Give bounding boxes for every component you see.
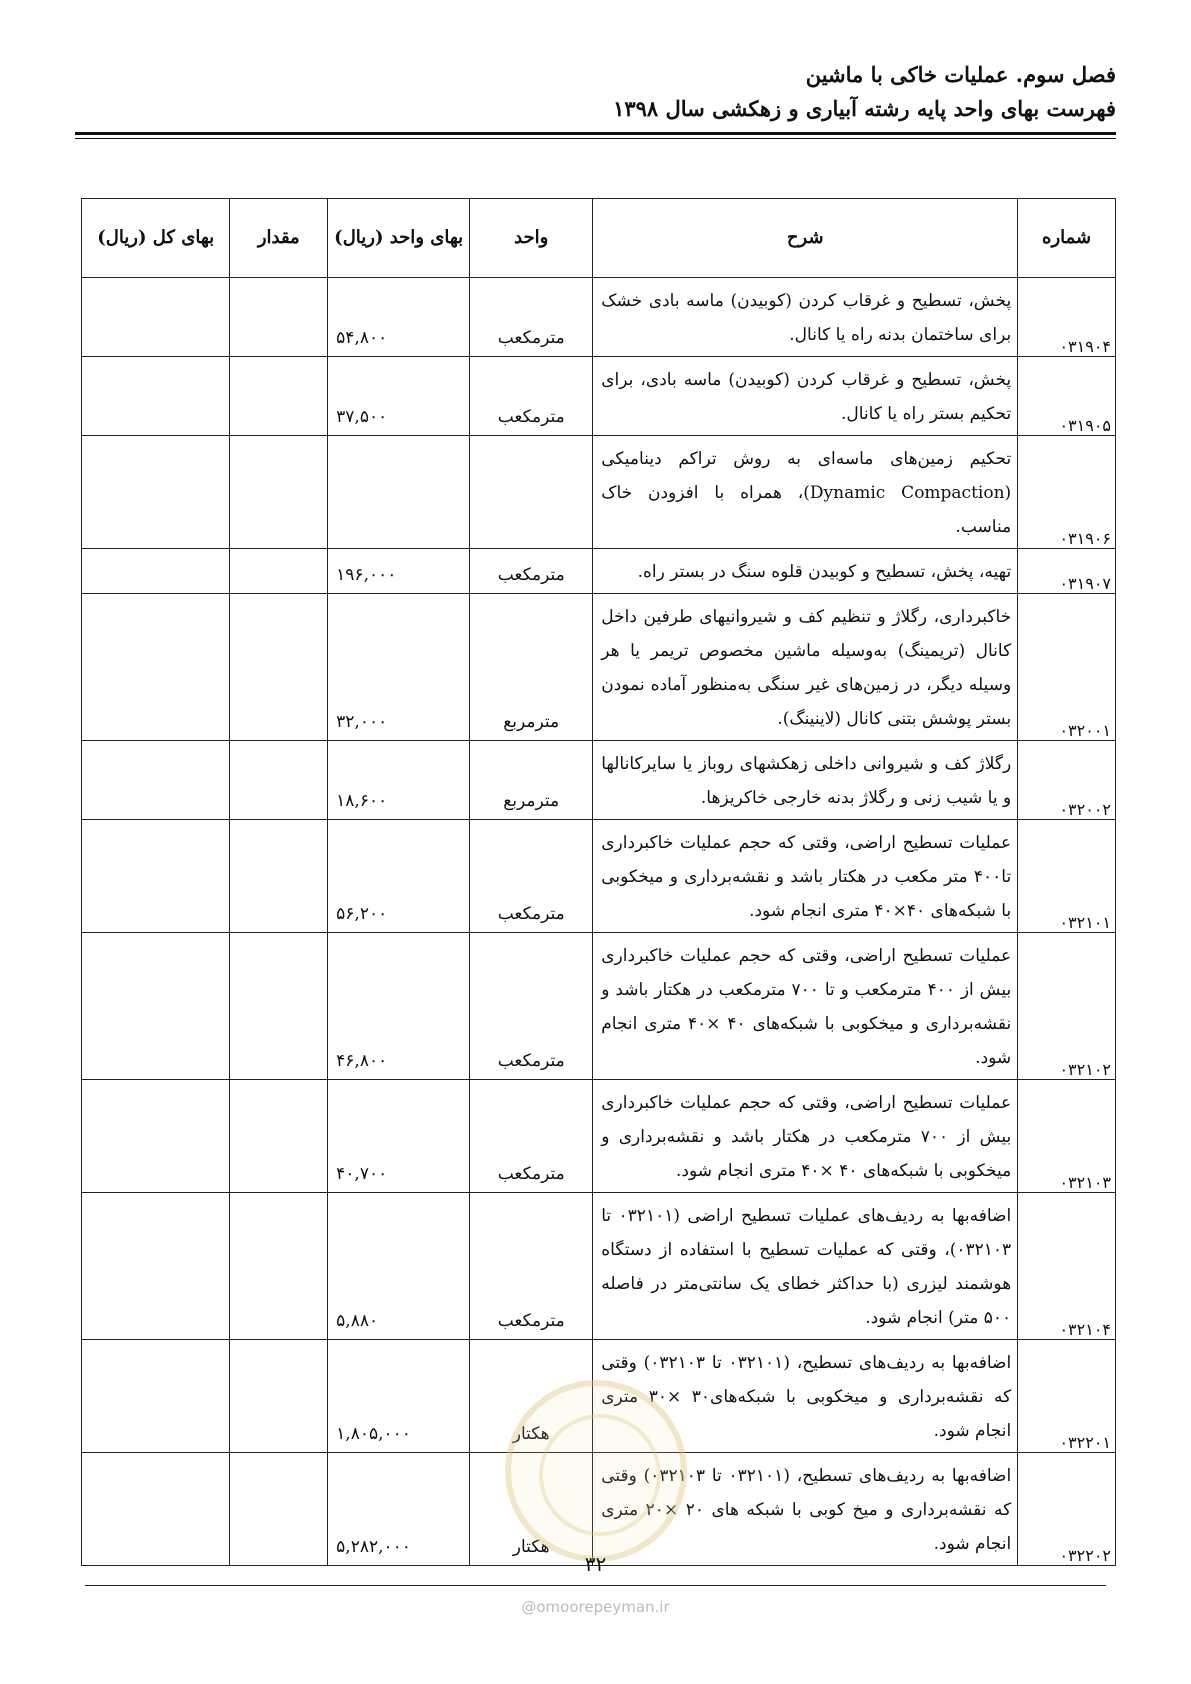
row-code: ۰۳۲۱۰۳ xyxy=(1018,1080,1116,1193)
table-header-row xyxy=(82,199,1116,278)
table-row xyxy=(82,357,1116,436)
row-unit: مترمکعب xyxy=(470,1193,593,1340)
table-row xyxy=(82,549,1116,594)
watermark-seal-icon xyxy=(505,1380,687,1562)
col-header-unit: واحد xyxy=(470,199,593,278)
table-row xyxy=(82,1080,1116,1193)
row-total xyxy=(82,549,230,594)
row-unit-price: ۳۲,۰۰۰ xyxy=(328,594,470,741)
row-qty xyxy=(230,1340,328,1453)
chapter-title: فصل سوم. عملیات خاکی با ماشین xyxy=(805,62,1116,87)
row-code: ۰۳۲۱۰۱ xyxy=(1018,820,1116,933)
row-total xyxy=(82,357,230,436)
row-unit-price: ۱,۸۰۵,۰۰۰ xyxy=(328,1340,470,1453)
row-desc: رگلاژ کف و شیروانی داخلی زهکشهای روباز یا سایرکانالها و یا شیب زنی و رگلاژ بدنه خارجی خاکریزها. xyxy=(593,741,1018,820)
row-code: ۰۳۱۹۰۵ xyxy=(1018,357,1116,436)
row-desc: عملیات تسطیح اراضی، وقتی که حجم عملیات خاکبرداری بیش از ۷۰۰ مترمکعب در هکتار باشد و نقشه‌برداری و میخکوبی با شبکه‌های ۴۰ ×۴۰ متری انجام شود. xyxy=(593,1080,1018,1193)
col-header-unit-price: بهای واحد (ریال) xyxy=(328,199,470,278)
page-number: ۳۲ xyxy=(584,1552,607,1576)
row-desc: پخش، تسطیح و غرقاب کردن (کوبیدن) ماسه بادی، برای تحکیم بستر راه یا کانال. xyxy=(593,357,1018,436)
row-total xyxy=(82,278,230,357)
row-unit: مترمکعب xyxy=(470,549,593,594)
row-desc: تهیه، پخش، تسطیح و کوبیدن قلوه سنگ در بستر راه. xyxy=(593,549,1018,594)
row-code: ۰۳۲۱۰۲ xyxy=(1018,933,1116,1080)
row-total xyxy=(82,1340,230,1453)
row-unit-price xyxy=(328,436,470,549)
row-total xyxy=(82,594,230,741)
page-header xyxy=(75,58,1116,126)
row-desc: پخش، تسطیح و غرقاب کردن (کوبیدن) ماسه بادی خشک برای ساختمان بدنه راه یا کانال. xyxy=(593,278,1018,357)
row-unit: مترمکعب xyxy=(470,278,593,357)
col-header-total: بهای کل (ریال) xyxy=(82,199,230,278)
list-title: فهرست بهای واحد پایه رشته آبیاری و زهکشی سال ۱۳۹۸ xyxy=(613,96,1116,121)
footer-rule xyxy=(85,1585,1106,1586)
row-qty xyxy=(230,549,328,594)
row-desc: اضافه‌بها به ردیف‌های تسطیح، (۰۳۲۱۰۱ تا ۰۳۲۱۰۳) وقتی که نقشه‌برداری و میخ کوبی با شبکه های ۲۰ ×۲۰ متری انجام شود. xyxy=(593,1453,1018,1566)
row-code: ۰۳۲۱۰۴ xyxy=(1018,1193,1116,1340)
row-total xyxy=(82,1080,230,1193)
col-header-desc: شرح xyxy=(593,199,1018,278)
row-unit: مترمکعب xyxy=(470,820,593,933)
row-unit: مترمربع xyxy=(470,594,593,741)
row-qty xyxy=(230,594,328,741)
row-unit-price: ۵۴,۸۰۰ xyxy=(328,278,470,357)
row-qty xyxy=(230,1080,328,1193)
row-qty xyxy=(230,933,328,1080)
price-table xyxy=(81,198,1116,1566)
row-unit-price: ۳۷,۵۰۰ xyxy=(328,357,470,436)
row-desc: عملیات تسطیح اراضی، وقتی که حجم عملیات خاکبرداری بیش از ۴۰۰ مترمکعب و تا ۷۰۰ مترمکعب در هکتار باشد و نقشه‌برداری و میخکوبی با شبکه‌های ۴۰ ×۴۰ متری انجام شود. xyxy=(593,933,1018,1080)
row-unit-price: ۴۰,۷۰۰ xyxy=(328,1080,470,1193)
row-unit: هکتار xyxy=(470,1340,593,1453)
table-row xyxy=(82,436,1116,549)
row-unit: مترمکعب xyxy=(470,357,593,436)
header-rule-thick xyxy=(75,132,1116,135)
row-code: ۰۳۱۹۰۶ xyxy=(1018,436,1116,549)
row-unit-price: ۴۶,۸۰۰ xyxy=(328,933,470,1080)
row-qty xyxy=(230,278,328,357)
table-row xyxy=(82,594,1116,741)
row-unit-price: ۵۶,۲۰۰ xyxy=(328,820,470,933)
row-total xyxy=(82,820,230,933)
row-code: ۰۳۲۰۰۲ xyxy=(1018,741,1116,820)
row-total xyxy=(82,436,230,549)
table-row xyxy=(82,933,1116,1080)
row-total xyxy=(82,933,230,1080)
row-code: ۰۳۲۲۰۲ xyxy=(1018,1453,1116,1566)
row-unit-price: ۱۹۶,۰۰۰ xyxy=(328,549,470,594)
table-row xyxy=(82,1193,1116,1340)
row-unit-price: ۵,۸۸۰ xyxy=(328,1193,470,1340)
table-row xyxy=(82,278,1116,357)
row-desc: اضافه‌بها به ردیف‌های تسطیح، (۰۳۲۱۰۱ تا ۰۳۲۱۰۳) وقتی که نقشه‌برداری و میخکوبی با شبکه‌های۳۰ ×۳۰ متری انجام شود. xyxy=(593,1340,1018,1453)
row-code: ۰۳۱۹۰۴ xyxy=(1018,278,1116,357)
row-qty xyxy=(230,1453,328,1566)
row-unit-price: ۱۸,۶۰۰ xyxy=(328,741,470,820)
row-total xyxy=(82,741,230,820)
row-code: ۰۳۱۹۰۷ xyxy=(1018,549,1116,594)
row-qty xyxy=(230,357,328,436)
row-desc: اضافه‌بها به ردیف‌های عملیات تسطیح اراضی (۰۳۲۱۰۱ تا ۰۳۲۱۰۳)، وقتی که عملیات تسطیح با استفاده از دستگاه هوشمند لیزری (با حداکثر خطای یک سانتی‌متر در فاصله ۵۰۰ متر) انجام شود. xyxy=(593,1193,1018,1340)
row-unit: مترمربع xyxy=(470,741,593,820)
row-qty xyxy=(230,436,328,549)
row-desc: عملیات تسطیح اراضی، وقتی که حجم عملیات خاکبرداری تا۴۰۰ متر مکعب در هکتار باشد و نقشه‌برداری و میخکوبی با شبکه‌های ۴۰×۴۰ متری انجام شود. xyxy=(593,820,1018,933)
row-qty xyxy=(230,1193,328,1340)
row-desc: تحکیم زمین‌های ماسه‌ای به روش تراکم دینامیکی (Dynamic Compaction)، همراه با افزودن خاک مناسب. xyxy=(593,436,1018,549)
table-row xyxy=(82,741,1116,820)
header-rule-thin xyxy=(75,138,1116,139)
row-code: ۰۳۲۰۰۱ xyxy=(1018,594,1116,741)
row-total xyxy=(82,1453,230,1566)
table-row xyxy=(82,820,1116,933)
row-unit-price: ۵,۲۸۲,۰۰۰ xyxy=(328,1453,470,1566)
col-header-qty: مقدار xyxy=(230,199,328,278)
row-code: ۰۳۲۲۰۱ xyxy=(1018,1340,1116,1453)
row-qty xyxy=(230,820,328,933)
col-header-code: شماره xyxy=(1018,199,1116,278)
row-total xyxy=(82,1193,230,1340)
row-unit xyxy=(470,436,593,549)
row-desc: خاکبرداری، رگلاژ و تنظیم کف و شیروانیهای طرفین داخل کانال (تریمینگ) به‌وسیله ماشین مخصوص تریمر یا هر وسیله دیگر، در زمین‌های غیر سنگی به‌منظور آماده نمودن بستر پوشش بتنی کانال (لاینینگ). xyxy=(593,594,1018,741)
row-qty xyxy=(230,741,328,820)
footer-site-watermark: @omoorepeyman.ir xyxy=(521,1598,670,1616)
row-unit: مترمکعب xyxy=(470,933,593,1080)
row-unit: مترمکعب xyxy=(470,1080,593,1193)
row-unit: هکتار xyxy=(470,1453,593,1566)
